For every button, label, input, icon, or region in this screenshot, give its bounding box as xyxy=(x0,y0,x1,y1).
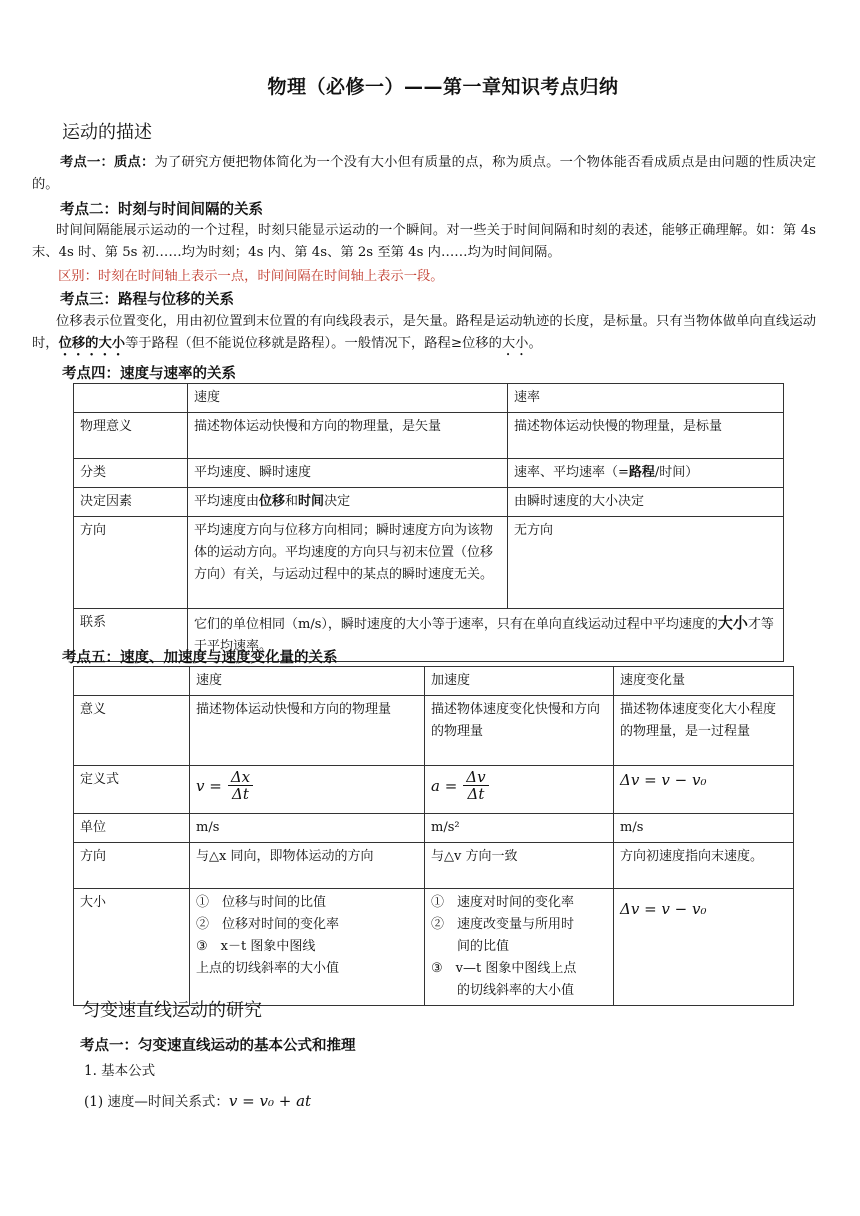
formula-lhs: v = xyxy=(196,776,222,795)
fraction xyxy=(228,769,253,802)
velocity-time-formula: v = v₀ + at xyxy=(228,1092,312,1110)
list-item: 上点的切线斜率的大小值 xyxy=(196,961,340,976)
table-row xyxy=(74,413,784,459)
table-row xyxy=(74,488,784,517)
header-cell: 速度 xyxy=(188,384,508,413)
cell-text: 速率、平均速率（= xyxy=(514,465,629,480)
velocity-formula xyxy=(196,769,253,802)
row-label: 方向 xyxy=(74,843,190,889)
velocity-change-formula: Δv = v − v₀ xyxy=(620,771,707,789)
table-cell: 描述物体运动快慢的物理量，是标量 xyxy=(508,413,784,459)
table-row xyxy=(74,384,784,413)
header-cell xyxy=(74,667,190,696)
row-label: 决定因素 xyxy=(74,488,188,517)
denominator: Δt xyxy=(467,785,485,803)
cell-text: 它们的单位相同（m/s），瞬时速度的大小等于速率，只有在单向直线运动过程中平均速度的 xyxy=(194,617,718,632)
table-cell: m/s xyxy=(614,814,794,843)
section-heading-uniform-acceleration: 匀变速直线运动的研究 xyxy=(82,1000,262,1021)
numerator: Δx xyxy=(228,769,253,786)
table-row xyxy=(74,889,794,1006)
velocity-time-item xyxy=(84,1090,311,1110)
table-cell xyxy=(190,766,425,814)
list-item: ① 位移与时间的比值 xyxy=(196,895,327,910)
list-item: ③ x－t 图象中图线 xyxy=(196,939,316,954)
fraction xyxy=(463,769,488,802)
kp3-emphasis-displacement-magnitude: 位移的大小 xyxy=(58,336,126,351)
cell-text: 平均速度由 xyxy=(194,494,260,509)
kp4-heading: 考点四：速度与速率的关系 xyxy=(62,366,236,382)
table-cell: m/s² xyxy=(425,814,614,843)
header-cell: 速度 xyxy=(190,667,425,696)
table-cell xyxy=(614,766,794,814)
list-item: ③ v—t 图象中图线上点 xyxy=(431,961,577,976)
cell-emphasis: 大小 xyxy=(717,614,748,632)
table-cell xyxy=(188,488,508,517)
table-cell xyxy=(614,889,794,1006)
cell-text: 和 xyxy=(285,494,299,509)
table-cell: 描述物体速度变化大小程度的物理量，是一过程量 xyxy=(614,696,794,766)
table-cell: 无方向 xyxy=(508,517,784,609)
section-heading-motion: 运动的描述 xyxy=(62,122,152,143)
kp2-heading: 考点二：时刻与时间间隔的关系 xyxy=(60,202,263,218)
table-cell: 描述物体运动快慢和方向的物理量，是矢量 xyxy=(188,413,508,459)
header-cell: 加速度 xyxy=(425,667,614,696)
table-cell: m/s xyxy=(190,814,425,843)
kp3-heading: 考点三：路程与位移的关系 xyxy=(60,292,234,308)
kp5-heading: 考点五：速度、加速度与速度变化量的关系 xyxy=(62,650,338,666)
acceleration-formula xyxy=(431,769,489,802)
header-cell: 速度变化量 xyxy=(614,667,794,696)
kp2-note: 区别：时刻在时间轴上表示一点，时间间隔在时间轴上表示一段。 xyxy=(58,269,444,284)
table-row xyxy=(74,517,784,609)
table-cell xyxy=(508,459,784,488)
cell-emphasis: 时间 xyxy=(298,494,325,509)
row-label: 联系 xyxy=(74,609,188,662)
table-cell: 平均速度方向与位移方向相同；瞬时速度方向为该物体的运动方向。平均速度的方向只与初末位置（位移方向）有关，与运动过程中的某点的瞬时速度无关。 xyxy=(188,517,508,609)
velocity-acceleration-table xyxy=(73,666,794,1006)
table-cell: 描述物体速度变化快慢和方向的物理量 xyxy=(425,696,614,766)
table-cell xyxy=(425,889,614,1006)
table-row xyxy=(74,843,794,889)
table-cell: 由瞬时速度的大小决定 xyxy=(508,488,784,517)
denominator: Δt xyxy=(232,785,249,803)
row-label: 物理意义 xyxy=(74,413,188,459)
basic-formulas-item: 1. 基本公式 xyxy=(84,1063,156,1079)
table-cell: 描述物体运动快慢和方向的物理量 xyxy=(190,696,425,766)
velocity-time-label: (1) 速度—时间关系式： xyxy=(84,1094,229,1110)
cell-text: /时间） xyxy=(654,465,699,480)
cell-emphasis: 位移 xyxy=(259,494,286,509)
header-cell: 速率 xyxy=(508,384,784,413)
row-label: 大小 xyxy=(74,889,190,1006)
table-cell xyxy=(190,889,425,1006)
list-item: 间的比值 xyxy=(431,939,510,954)
table-cell: 平均速度、瞬时速度 xyxy=(188,459,508,488)
velocity-speed-table xyxy=(73,383,784,662)
list-item: ② 位移对时间的变化率 xyxy=(196,917,340,932)
row-label: 意义 xyxy=(74,696,190,766)
list-item: 的切线斜率的大小值 xyxy=(431,983,575,998)
page-title: 物理（必修一）——第一章知识考点归纳 xyxy=(267,76,619,98)
s2-kp1-heading: 考点一：匀变速直线运动的基本公式和推理 xyxy=(80,1038,356,1054)
kp3-emphasis-magnitude: 大小 xyxy=(501,336,529,351)
list-item: ① 速度对时间的变化率 xyxy=(431,895,575,910)
cell-text: 决定 xyxy=(324,494,351,509)
kp2-text: 时间间隔能展示运动的一个过程，时刻只能显示运动的一个瞬间。对一些关于时间间隔和时刻的表述，能够正确理解。如：第 4s 末、4s 时、第 5s 初……均为时刻；4s 内、第 4s、第 2s 至第 4s 内……均为时间间隔。 xyxy=(32,223,816,260)
table-row xyxy=(74,696,794,766)
numerator: Δv xyxy=(463,769,488,786)
kp3-text-e: 。 xyxy=(528,336,542,351)
row-label: 方向 xyxy=(74,517,188,609)
table-cell xyxy=(425,766,614,814)
velocity-change-formula: Δv = v − v₀ xyxy=(620,900,707,918)
table-cell: 与△x 同向，即物体运动的方向 xyxy=(190,843,425,889)
row-label: 单位 xyxy=(74,814,190,843)
header-cell xyxy=(74,384,188,413)
table-row xyxy=(74,459,784,488)
table-row xyxy=(74,814,794,843)
cell-text: 才等于平均速率。 xyxy=(194,617,774,654)
table-cell: 方向初速度指向末速度。 xyxy=(614,843,794,889)
cell-emphasis: 路程 xyxy=(628,465,655,480)
kp1-heading: 考点一：质点： xyxy=(60,155,155,170)
kp3-paragraph xyxy=(32,311,816,359)
kp1-paragraph xyxy=(32,152,816,196)
table-row xyxy=(74,667,794,696)
kp3-text-c: 等于路程（但不能说位移就是路程）。一般情况下，路程≥位移的 xyxy=(125,336,502,351)
row-label: 定义式 xyxy=(74,766,190,814)
kp3-text-a: 位移表示位置变化，用由初位置到末位置的有向线段表示，是矢量。路程是运动轨迹的长度，是标量。只有当物体做单向直线运动时， xyxy=(32,314,816,351)
list-item: ② 速度改变量与所用时 xyxy=(431,917,575,932)
row-label: 分类 xyxy=(74,459,188,488)
table-row xyxy=(74,766,794,814)
table-cell: 与△v 方向一致 xyxy=(425,843,614,889)
kp1-text: 为了研究方便把物体简化为一个没有大小但有质量的点，称为质点。一个物体能否看成质点是由问题的性质决定的。 xyxy=(32,155,817,192)
formula-lhs: a = xyxy=(431,776,458,795)
